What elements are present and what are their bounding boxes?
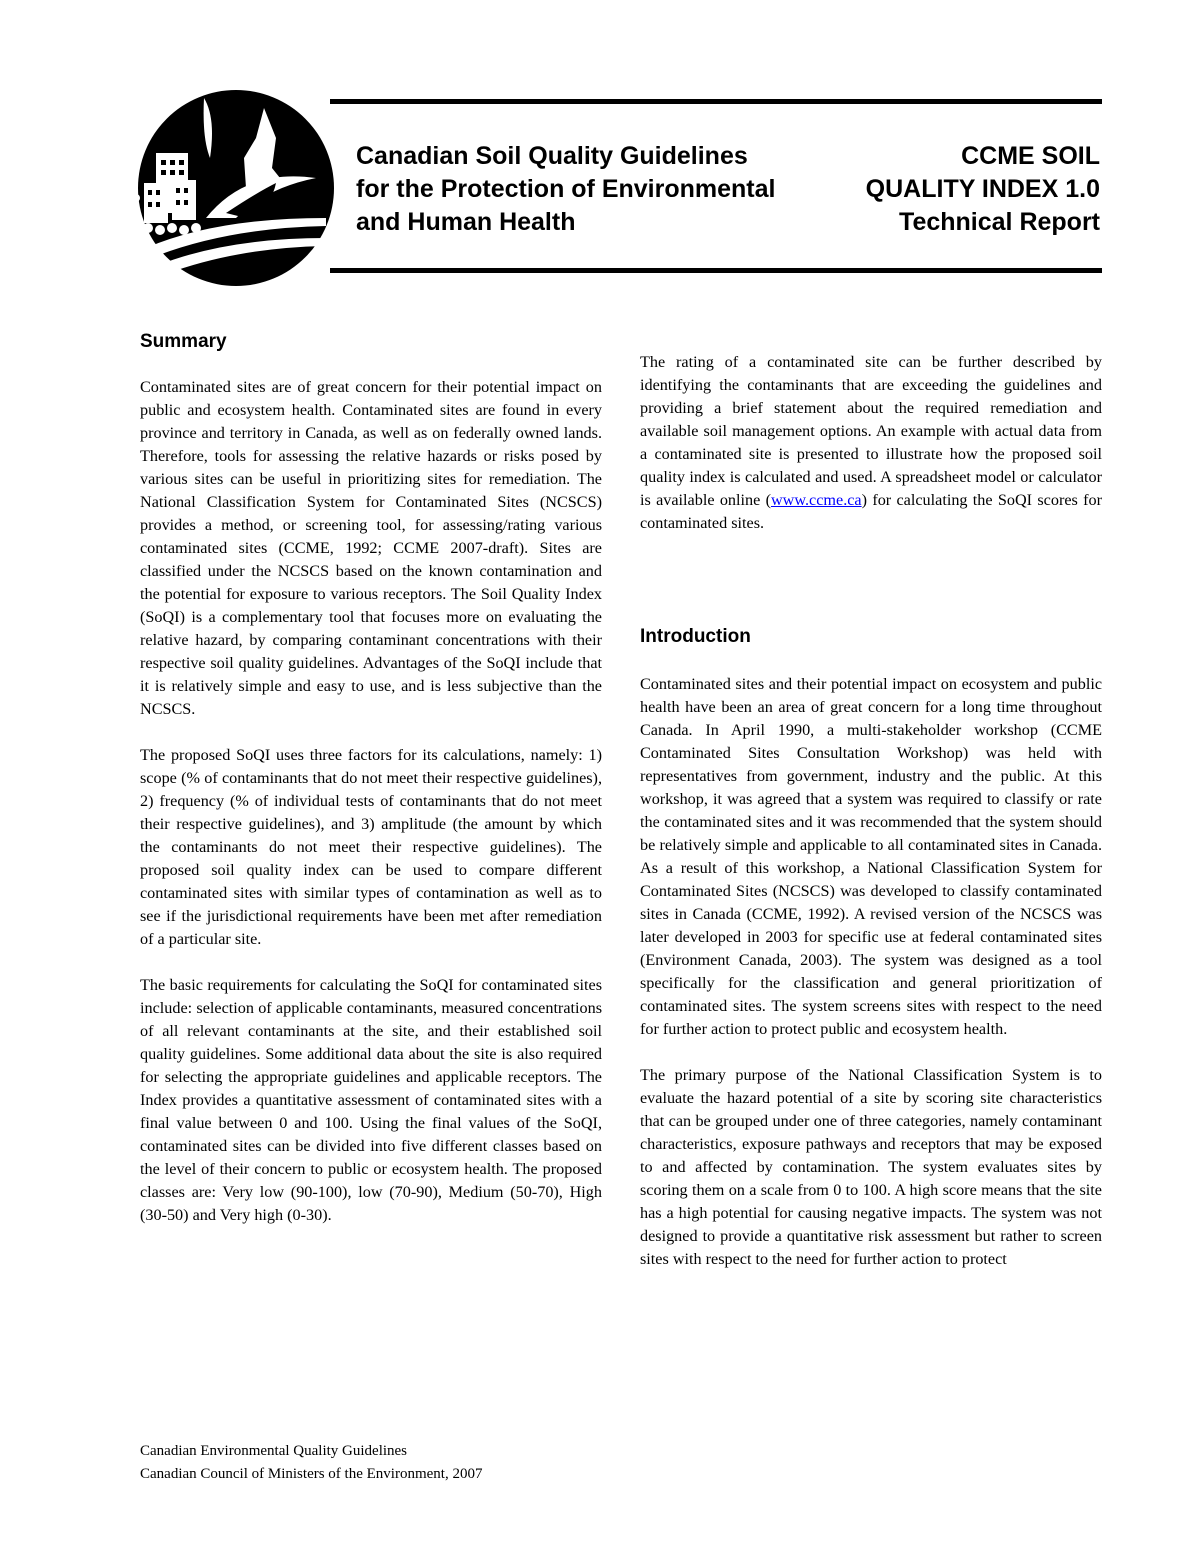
introduction-column xyxy=(640,673,1102,1294)
introduction-heading: Introduction xyxy=(640,626,751,647)
summary-column xyxy=(140,376,602,1250)
title-line: for the Protection of Environmental xyxy=(356,175,776,203)
ccme-link[interactable]: www.ccme.ca xyxy=(770,491,862,509)
summary-continued xyxy=(640,351,1102,558)
summary-paragraph xyxy=(640,351,1102,535)
footer-line: Canadian Council of Ministers of the Environment, 2007 xyxy=(140,1466,483,1482)
page-footer xyxy=(140,1440,482,1486)
introduction-paragraph: The primary purpose of the National Classification System is to evaluate the hazard potential of a site by scoring site characteristics that can be grouped under one of three categories, namely contaminant characteristics, exposure pathways and receptors that may be exposed to and affected by contamination. The system evaluates sites by scoring them on a scale from 0 to 100. A high score means that the site has a high potential for causing negative impacts. The system was not designed to provide a quantitative risk assessment but rather to screen sites with respect to the need for further action to protect xyxy=(640,1066,1102,1268)
summary-heading: Summary xyxy=(140,331,227,352)
header-bottom-rule xyxy=(330,268,1102,273)
footer-line: Canadian Environmental Quality Guidelines xyxy=(140,1443,408,1459)
summary-paragraph: The proposed SoQI uses three factors for its calculations, namely: 1) scope (% of contaminants that do not meet their respective guidelines), 2) frequency (% of individual tests of contaminants that do not meet their respective guidelines), and 3) amplitude (the amount by which the contaminants do not meet their respective guidelines). The proposed soil quality index can be used to compare different contaminated sites with similar types of contamination as well as to see if the jurisdictional requirements have been met after remediation of a particular site. xyxy=(140,746,602,948)
summary-paragraph: Contaminated sites are of great concern for their potential impact on public and ecosystem health. Contaminated sites are found in every province and territory in Canada, as well as on federally owned lands. Therefore, tools for assessing the relative hazards or risks posed by various sites can be useful in prioritizing sites for remediation. The National Classification System for Contaminated Sites (NCSCS) provides a method, or screening tool, for assessing/rating various contaminated sites (CCME, 1992; CCME 2007-draft). Sites are classified under the NCSCS based on the known contamination and the potential for exposure to various receptors. The Soil Quality Index (SoQI) is a complementary tool that focuses more on evaluating the relative hazard, by comparing contaminant concentrations with their respective soil quality guidelines. Advantages of the SoQI include that it is relatively simple and easy to use, and is less subjective than the NCSCS. xyxy=(140,378,602,718)
text: The rating of a contaminated site can be further described by identifying the contaminants that are exceeding the guidelines and providing a brief statement about the required remediation and available soil management options. An example with actual data from a contaminated site is presented to illustrate how the proposed soil quality index is calculated and used. A spreadsheet model or calculator is available online ( xyxy=(640,353,1102,509)
report-line: Technical Report xyxy=(899,208,1100,236)
header-top-rule xyxy=(330,99,1102,104)
ccme-logo-icon xyxy=(126,88,336,288)
report-line: QUALITY INDEX 1.0 xyxy=(865,175,1100,203)
summary-paragraph: The basic requirements for calculating the SoQI for contaminated sites include: selection of applicable contaminants, measured concentrations of all relevant contaminants at the site, and their established soil quality guidelines. Some additional data about the site is also required for selecting the appropriate guidelines and applicable receptors. The Index provides a quantitative assessment of contaminated sites with a final value between 0 and 100. Using the final values of the SoQI, contaminated sites can be divided into five different classes based on the level of their concern to public or ecosystem health. The proposed classes are: Very low (90-100), low (70-90), Medium (50-70), High (30-50) and Very high (0-30). xyxy=(140,976,602,1224)
introduction-paragraph: Contaminated sites and their potential impact on ecosystem and public health have been an area of great concern for a long time throughout Canada. In April 1990, a multi-stakeholder workshop (CCME Contaminated Sites Consultation Workshop) was held with representatives from government, industry and the public. At this workshop, it was agreed that a system was required to classify or rate the contaminated sites and it was recommended that the system should be relatively simple and applicable to all contaminated sites in Canada. As a result of this workshop, a National Classification System for Contaminated Sites (NCSCS) was developed to classify contaminated sites in Canada (CCME, 1992). A revised version of the NCSCS was later developed in 2003 for specific use at federal contaminated sites (Environment Canada, 2003). The system was designed as a tool specifically for the classification and general prioritization of contaminated sites. The system screens sites with respect to the need for further action to protect public and ecosystem health. xyxy=(640,675,1102,1038)
report-line: CCME SOIL xyxy=(961,142,1100,170)
title-line: Canadian Soil Quality Guidelines xyxy=(356,142,748,170)
text: ) for calculating the SoQI scores for contaminated sites. xyxy=(640,491,1102,532)
title-line: and Human Health xyxy=(356,208,576,236)
guidelines-title xyxy=(356,140,775,239)
report-title xyxy=(866,140,1100,239)
